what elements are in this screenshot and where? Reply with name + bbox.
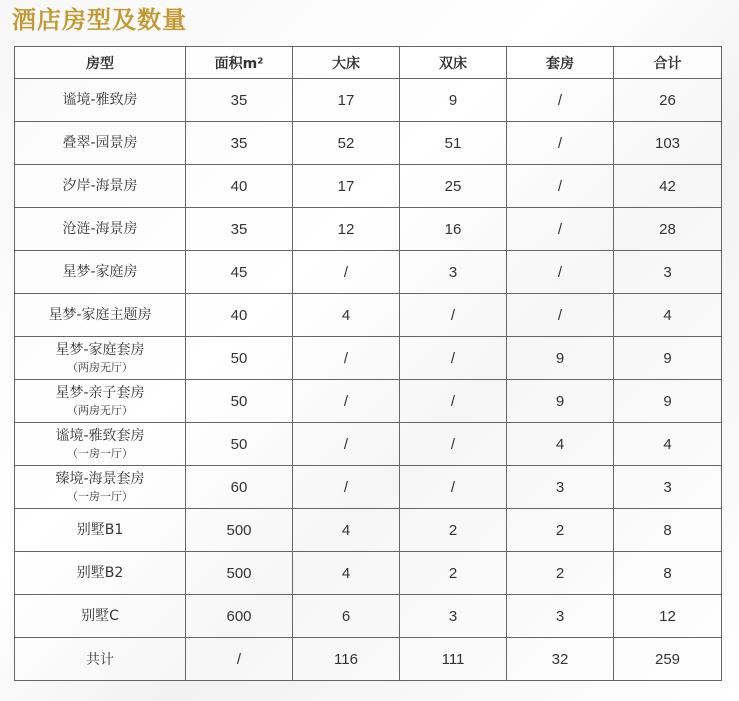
room-type-cell [15,208,186,251]
summary-suite: 32 [507,638,614,681]
room-type-note: （两房无厅） [67,404,133,417]
room-type-cell [15,337,186,380]
area-cell: 40 [186,165,293,208]
table-row [15,208,722,251]
room-type-name: 沧涟-海景房 [62,220,138,237]
room-type-cell [15,595,186,638]
room-type-cell [15,165,186,208]
king-cell: 4 [293,509,400,552]
total-cell: 28 [614,208,722,251]
room-type-cell [15,466,186,509]
room-type-cell [15,423,186,466]
table-row [15,552,722,595]
room-type-name: 星梦-家庭房 [62,263,138,280]
area-cell: 600 [186,595,293,638]
total-cell: 103 [614,122,722,165]
suite-cell: / [507,79,614,122]
twin-cell: 25 [400,165,507,208]
king-cell: / [293,466,400,509]
room-type-name: 别墅B1 [76,521,124,538]
room-type-name: 叠翠-园景房 [62,134,138,151]
area-cell: 500 [186,509,293,552]
room-type-cell [15,79,186,122]
room-type-name: 星梦-亲子套房 [55,385,145,401]
header-total: 合计 [614,47,722,79]
summary-area: / [186,638,293,681]
total-cell: 9 [614,337,722,380]
room-type-name: 别墅C [81,607,119,624]
header-suite: 套房 [507,47,614,79]
suite-cell: 3 [507,595,614,638]
twin-cell: 9 [400,79,507,122]
room-type-note: （一房一厅） [67,447,133,460]
area-cell: 60 [186,466,293,509]
area-cell: 35 [186,122,293,165]
twin-cell: 3 [400,595,507,638]
table-row [15,165,722,208]
room-type-name: 星梦-家庭主题房 [48,306,152,323]
area-cell: 50 [186,423,293,466]
twin-cell: / [400,294,507,337]
area-cell: 500 [186,552,293,595]
king-cell: / [293,251,400,294]
suite-cell: 2 [507,509,614,552]
area-cell: 35 [186,208,293,251]
table-row [15,380,722,423]
area-cell: 40 [186,294,293,337]
suite-cell: / [507,122,614,165]
suite-cell: 2 [507,552,614,595]
header-room-type: 房型 [15,47,186,79]
twin-cell: 2 [400,552,507,595]
summary-label: 共计 [15,638,186,681]
twin-cell: 16 [400,208,507,251]
table-body [15,79,722,638]
suite-cell: / [507,208,614,251]
room-type-note: （一房一厅） [67,490,133,503]
area-cell: 50 [186,337,293,380]
twin-cell: / [400,423,507,466]
header-twin-bed: 双床 [400,47,507,79]
twin-cell: 51 [400,122,507,165]
table-row [15,294,722,337]
total-cell: 9 [614,380,722,423]
room-type-cell [15,509,186,552]
king-cell: 12 [293,208,400,251]
king-cell: 4 [293,294,400,337]
room-type-cell [15,122,186,165]
header-king-bed: 大床 [293,47,400,79]
suite-cell: / [507,251,614,294]
room-type-name: 汐岸-海景房 [62,177,138,194]
king-cell: 17 [293,165,400,208]
area-cell: 50 [186,380,293,423]
table-row [15,337,722,380]
room-type-table [14,46,722,681]
room-type-name: 臻境-海景套房 [55,471,145,487]
king-cell: / [293,423,400,466]
king-cell: / [293,380,400,423]
king-cell: / [293,337,400,380]
page-title: 酒店房型及数量 [12,6,187,34]
total-cell: 3 [614,466,722,509]
room-type-name: 谧境-雅致套房 [55,428,145,444]
suite-cell: 9 [507,337,614,380]
room-type-cell [15,294,186,337]
table-row [15,423,722,466]
king-cell: 4 [293,552,400,595]
table-row [15,122,722,165]
total-cell: 12 [614,595,722,638]
total-cell: 8 [614,552,722,595]
total-cell: 42 [614,165,722,208]
room-type-name: 星梦-家庭套房 [55,342,145,358]
suite-cell: / [507,294,614,337]
twin-cell: 3 [400,251,507,294]
twin-cell: / [400,337,507,380]
area-cell: 35 [186,79,293,122]
total-cell: 26 [614,79,722,122]
king-cell: 52 [293,122,400,165]
table-row [15,595,722,638]
twin-cell: / [400,466,507,509]
suite-cell: / [507,165,614,208]
total-cell: 8 [614,509,722,552]
room-type-cell [15,552,186,595]
room-type-name: 别墅B2 [76,564,124,581]
area-cell: 45 [186,251,293,294]
twin-cell: 2 [400,509,507,552]
table-header-row [15,47,722,79]
suite-cell: 9 [507,380,614,423]
total-cell: 3 [614,251,722,294]
table-row [15,466,722,509]
table-row [15,251,722,294]
table-row [15,79,722,122]
room-type-cell [15,251,186,294]
suite-cell: 4 [507,423,614,466]
total-cell: 4 [614,294,722,337]
room-type-cell [15,380,186,423]
summary-king: 116 [293,638,400,681]
summary-total: 259 [614,638,722,681]
table-row [15,509,722,552]
header-area: 面积m² [186,47,293,79]
summary-twin: 111 [400,638,507,681]
room-type-name: 谧境-雅致房 [62,91,138,108]
twin-cell: / [400,380,507,423]
room-type-note: （两房无厅） [67,361,133,374]
king-cell: 6 [293,595,400,638]
king-cell: 17 [293,79,400,122]
suite-cell: 3 [507,466,614,509]
total-cell: 4 [614,423,722,466]
summary-row [15,638,722,681]
